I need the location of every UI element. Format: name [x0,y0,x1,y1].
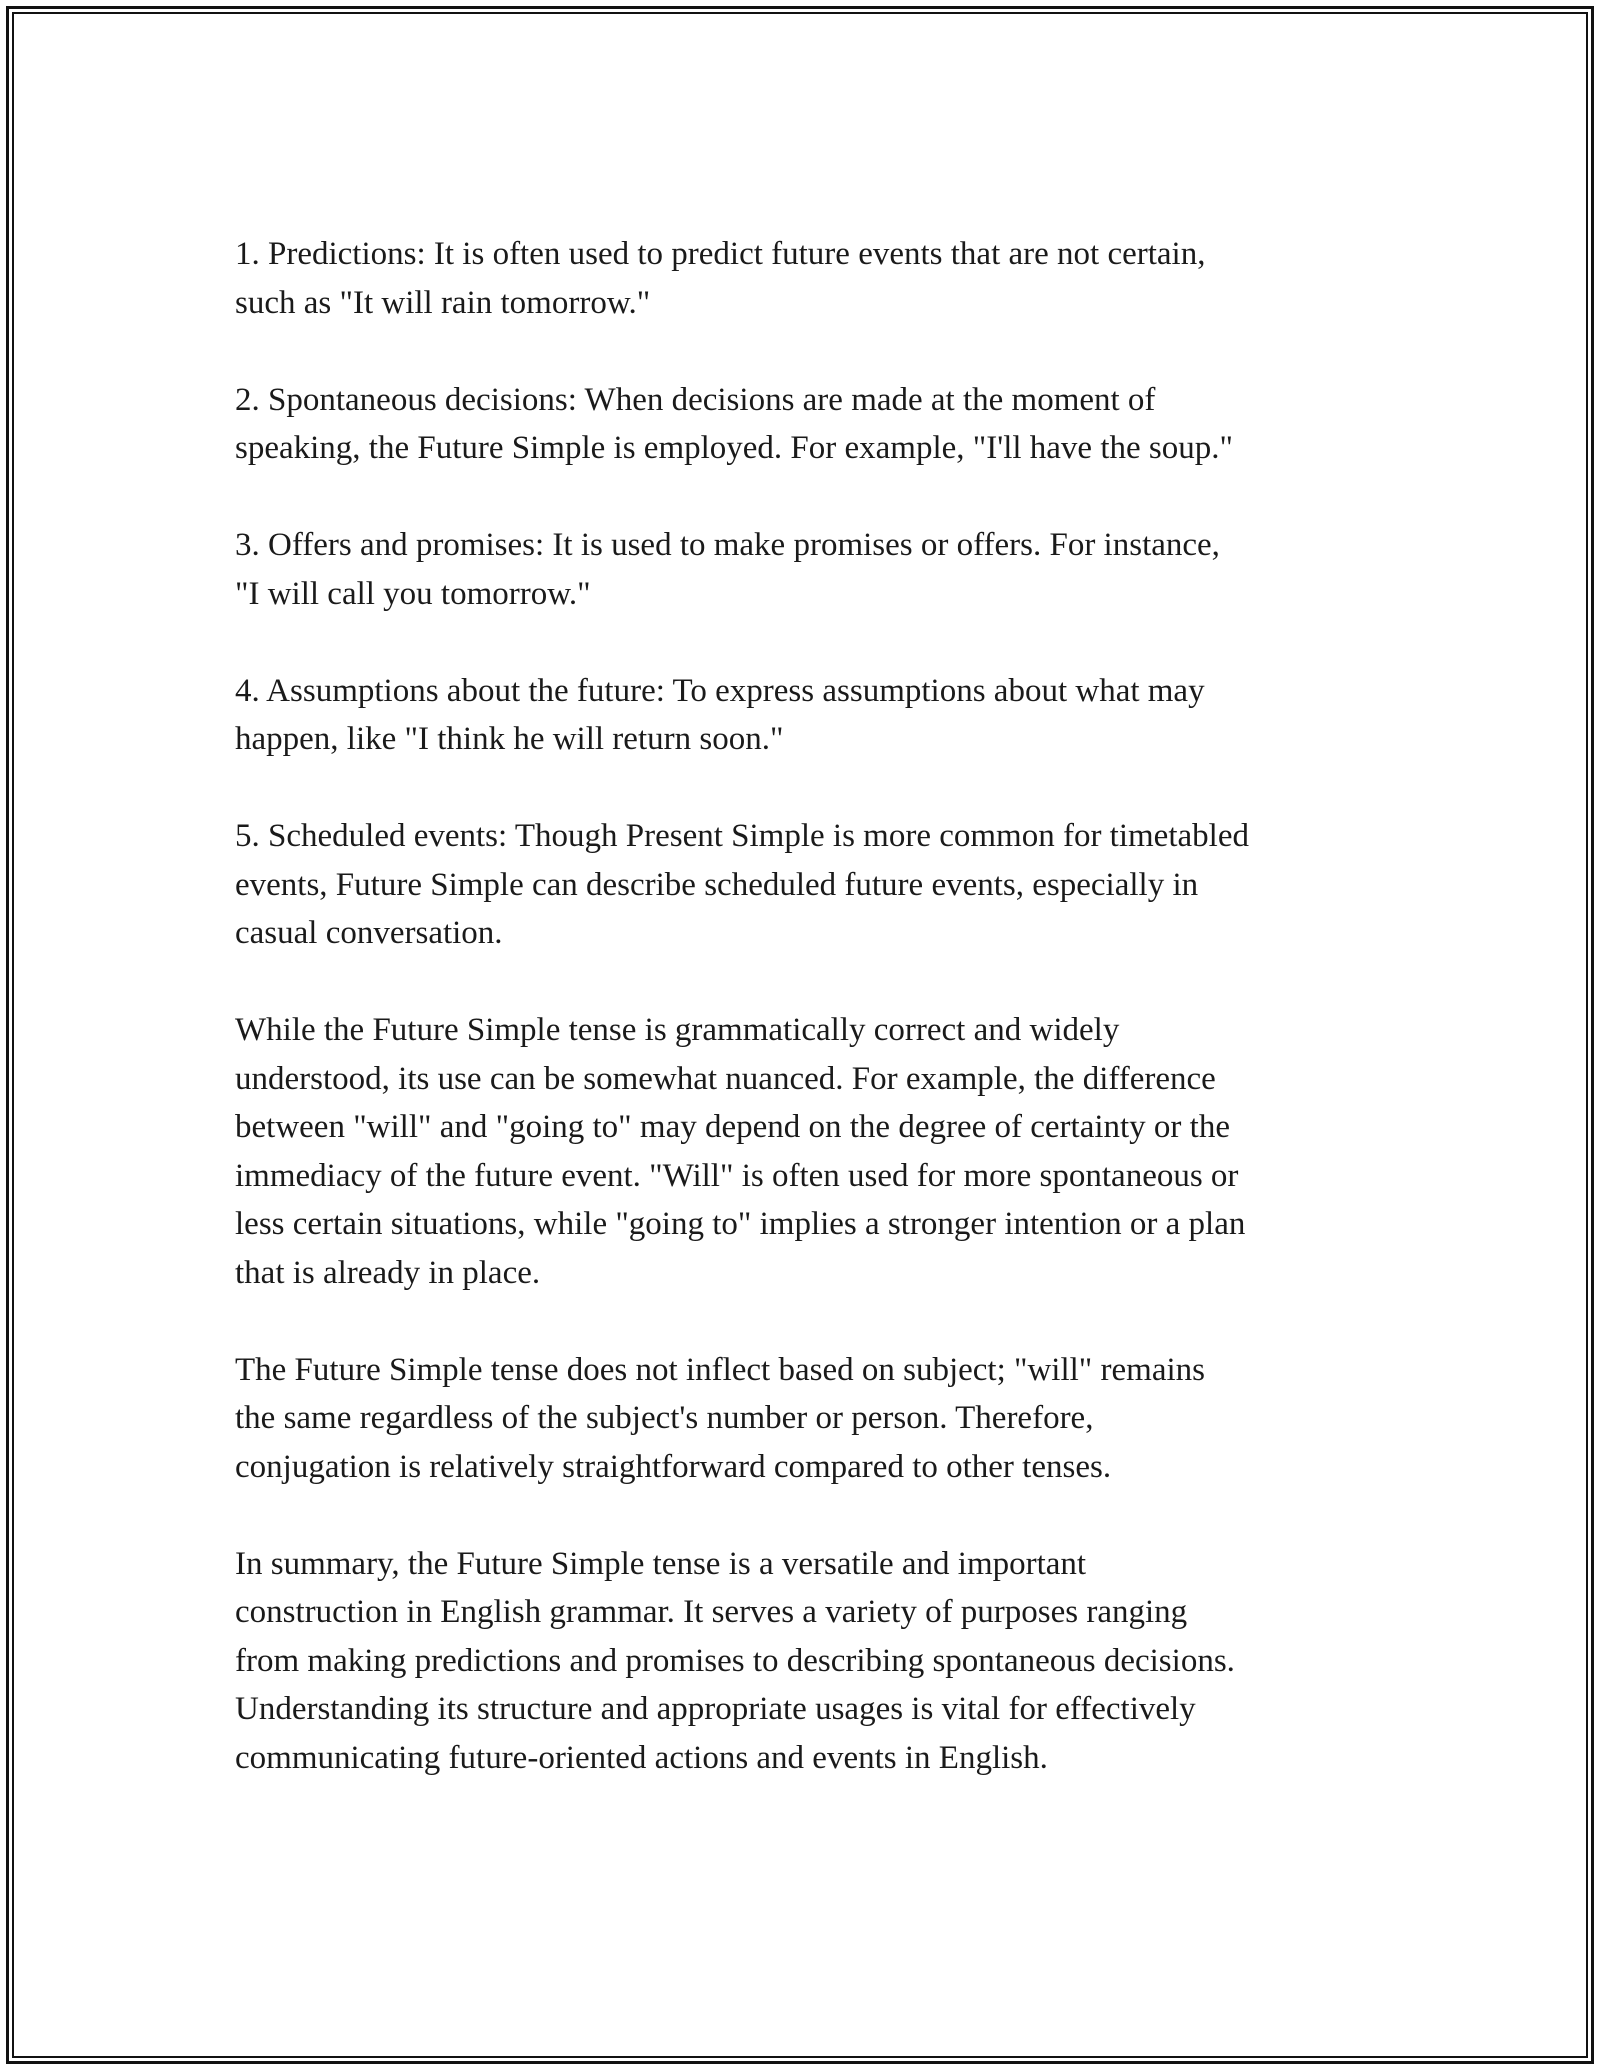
text-line: conjugation is relatively straightforward compared to other tenses. [235,1448,1112,1485]
text-line: communicating future-oriented actions and events in English. [235,1739,1048,1776]
text-line: such as "It will rain tomorrow." [235,284,651,321]
text-line: construction in English grammar. It serves a variety of purposes ranging [235,1594,1188,1630]
paragraph-inflection [235,1346,1375,1492]
text-line: 5. Scheduled events: Though Present Simple is more common for timetabled [235,818,1249,854]
paragraph-spontaneous-decisions [235,376,1375,473]
paragraph-offers-promises [235,521,1375,618]
text-line: events, Future Simple can describe scheduled future events, especially in [235,866,1199,903]
text-line: "I will call you tomorrow." [235,575,591,612]
document-body [235,230,1375,1831]
paragraph-scheduled-events [235,812,1375,958]
text-line: 4. Assumptions about the future: To express assumptions about what may [235,672,1205,709]
paragraph-summary [235,1540,1375,1783]
text-line: immediacy of the future event. "Will" is often used for more spontaneous or [235,1157,1239,1194]
text-line: While the Future Simple tense is grammatically correct and widely [235,1012,1120,1048]
text-line: that is already in place. [235,1254,541,1291]
text-line: casual conversation. [235,915,503,951]
text-line: 3. Offers and promises: It is used to make promises or offers. For instance, [235,527,1220,563]
text-line: 2. Spontaneous decisions: When decisions are made at the moment of [235,381,1156,418]
text-line: less certain situations, while "going to" implies a stronger intention or a plan [235,1206,1246,1242]
text-line: speaking, the Future Simple is employed. For example, "I'll have the soup." [235,430,1233,466]
paragraph-nuance [235,1006,1375,1297]
text-line: Understanding its structure and appropriate usages is vital for effectively [235,1691,1196,1727]
text-line: happen, like "I think he will return soon." [235,721,784,757]
paragraph-assumptions [235,667,1375,764]
text-line: the same regardless of the subject's number or person. Therefore, [235,1400,1094,1436]
paragraph-predictions [235,230,1375,327]
text-line: In summary, the Future Simple tense is a versatile and important [235,1545,1087,1582]
text-line: 1. Predictions: It is often used to predict future events that are not certain, [235,236,1206,272]
text-line: understood, its use can be somewhat nuanced. For example, the difference [235,1060,1216,1097]
text-line: between "will" and "going to" may depend on the degree of certainty or the [235,1109,1230,1145]
text-line: from making predictions and promises to describing spontaneous decisions. [235,1642,1235,1679]
text-line: The Future Simple tense does not inflect based on subject; "will" remains [235,1351,1205,1388]
